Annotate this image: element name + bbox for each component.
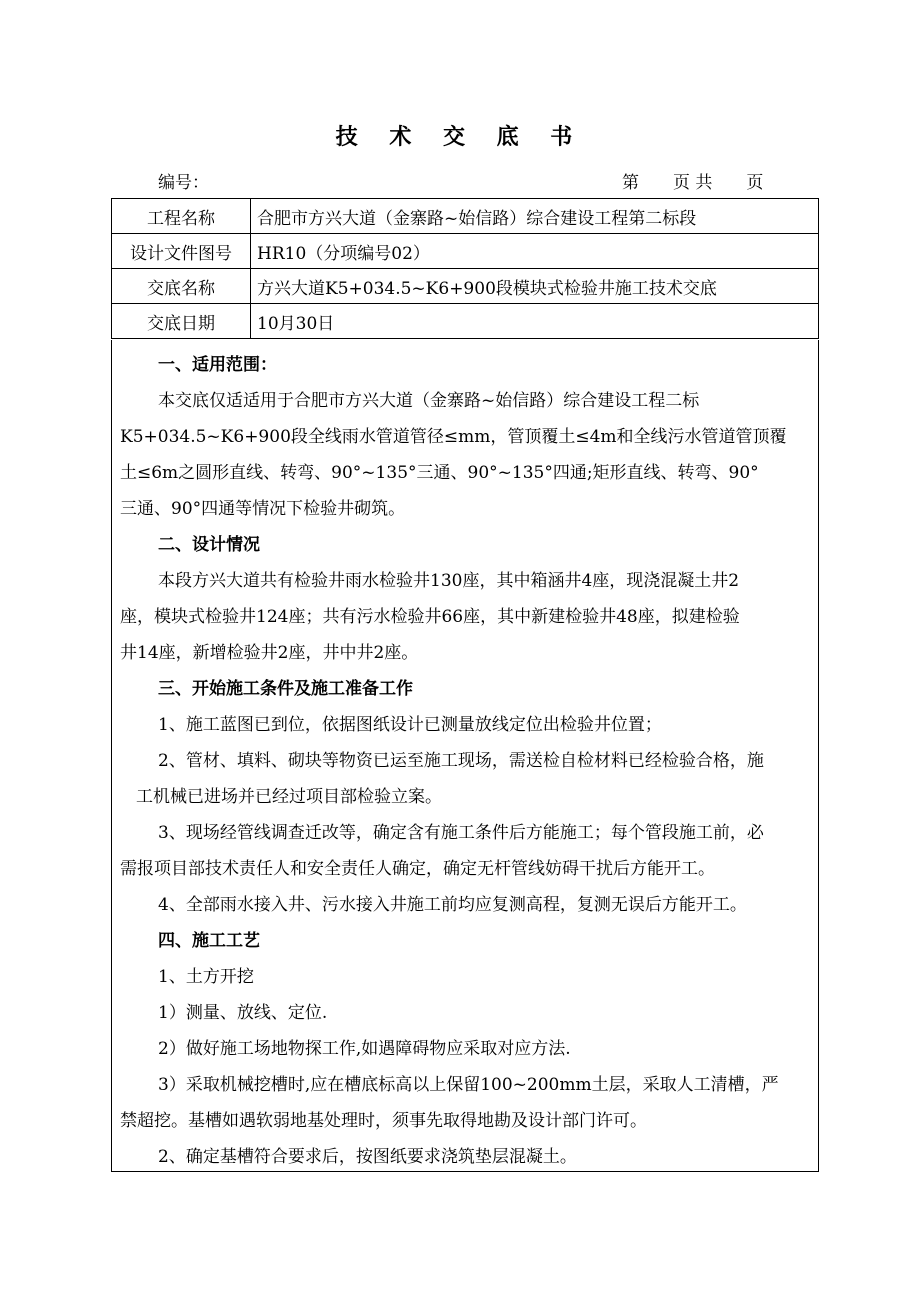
project-name-label: 工程名称 <box>112 199 251 234</box>
briefing-date-value: 10月30日 <box>251 304 819 339</box>
table-row <box>112 269 819 304</box>
table-row <box>112 234 819 269</box>
paragraph-line: 工机械已进场并已经过项目部检验立案。 <box>136 787 442 807</box>
paragraph-line: 土≤6m之圆形直线、转弯、90°~135°三通、90°~135°四通;矩形直线、转弯、90° <box>120 463 759 483</box>
briefing-date-label: 交底日期 <box>112 304 251 339</box>
paragraph-line: 1、土方开挖 <box>158 967 254 987</box>
paragraph-line: 禁超挖。基槽如遇软弱地基处理时，须事先取得地勘及设计部门许可。 <box>120 1111 647 1131</box>
paragraph-line: 需报项目部技术责任人和安全责任人确定，确定无杆管线妨碍干扰后方能开工。 <box>120 859 715 879</box>
paragraph-line: 2、管材、填料、砌块等物资已运至施工现场，需送检自检材料已经检验合格，施 <box>158 751 764 771</box>
paragraph-line: 本段方兴大道共有检验井雨水检验井130座，其中箱涵井4座，现浇混凝土井2 <box>158 571 740 591</box>
paragraph-line: 4、全部雨水接入井、污水接入井施工前均应复测高程，复测无误后方能开工。 <box>158 895 747 915</box>
paragraph-line: 1、施工蓝图已到位，依据图纸设计已测量放线定位出检验井位置； <box>158 715 662 735</box>
paragraph-line: 2、确定基槽符合要求后，按图纸要求浇筑垫层混凝土。 <box>158 1147 577 1167</box>
paragraph-line: 座，模块式检验井124座；共有污水检验井66座，其中新建检验井48座，拟建检验 <box>120 607 740 627</box>
paragraph-line: 三通、90°四通等情况下检验井砌筑。 <box>120 499 406 519</box>
paragraph-line: K5+034.5~K6+900段全线雨水管道管径≤mm，管顶覆土≤4m和全线污水管道管顶覆 <box>120 427 787 447</box>
document-title: 技 术 交 底 书 <box>335 124 585 150</box>
design-drawing-value: HR10（分项编号02） <box>251 234 819 269</box>
info-table <box>111 198 819 339</box>
paragraph-line: 本交底仅适适用于合肥市方兴大道（金寨路~始信路）综合建设工程二标 <box>158 391 700 411</box>
document-number-label: 编号： <box>158 173 209 193</box>
section-heading-process: 四、施工工艺 <box>158 931 260 951</box>
briefing-name-label: 交底名称 <box>112 269 251 304</box>
paragraph-line: 3）采取机械挖槽时,应在槽底标高以上保留100~200mm土层，采取人工清槽，严 <box>158 1075 779 1095</box>
table-row <box>112 199 819 234</box>
section-heading-scope: 一、适用范围： <box>158 355 277 375</box>
briefing-name-value: 方兴大道K5+034.5~K6+900段模块式检验井施工技术交底 <box>251 269 819 304</box>
section-heading-preparation: 三、开始施工条件及施工准备工作 <box>158 679 413 699</box>
paragraph-line: 3、现场经管线调查迁改等，确定含有施工条件后方能施工；每个管段施工前，必 <box>158 823 764 843</box>
table-row <box>112 304 819 339</box>
design-drawing-label: 设计文件图号 <box>112 234 251 269</box>
paragraph-line: 1）测量、放线、定位. <box>158 1003 328 1023</box>
project-name-value: 合肥市方兴大道（金寨路~始信路）综合建设工程第二标段 <box>251 199 819 234</box>
paragraph-line: 2）做好施工场地物探工作,如遇障碍物应采取对应方法. <box>158 1039 571 1059</box>
section-heading-design: 二、设计情况 <box>158 535 260 555</box>
paragraph-line: 井14座，新增检验井2座，井中井2座。 <box>120 643 419 663</box>
page-count-label: 第 页 共 页 <box>622 173 764 193</box>
